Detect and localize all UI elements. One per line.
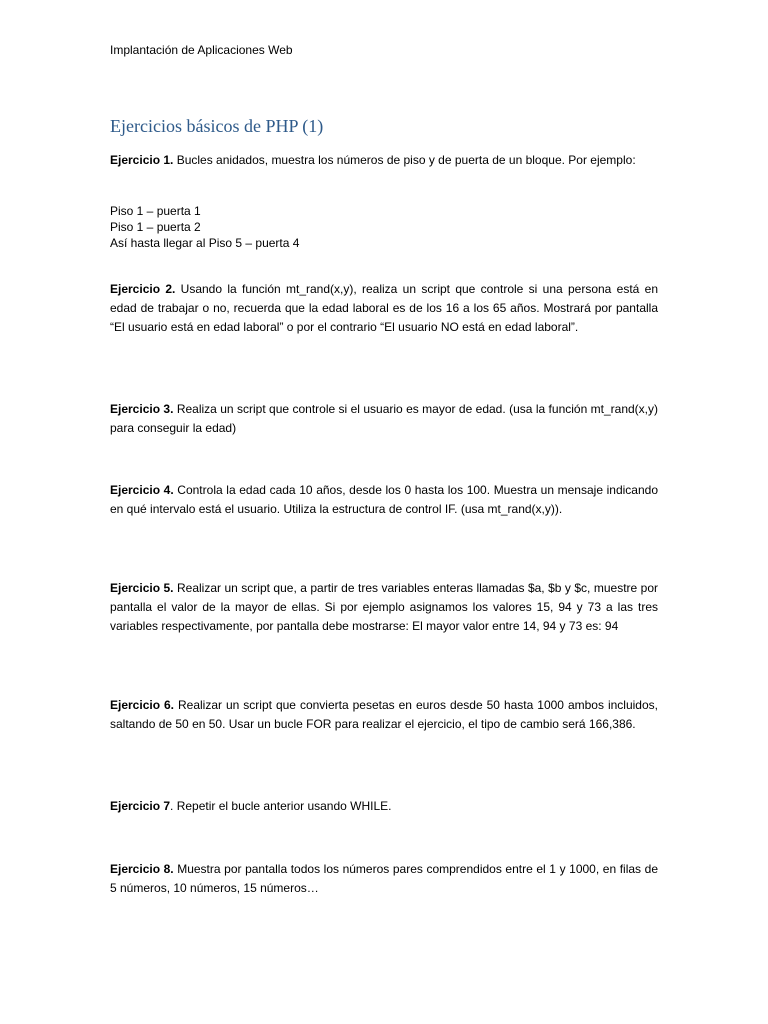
exercise-6-label: Ejercicio 6. [110,698,175,712]
example-line-2: Piso 1 – puerta 2 [110,220,201,234]
example-lines [110,203,658,251]
exercise-3-text: Realiza un script que controle si el usuario es mayor de edad. (usa la función mt_rand(x,y) para conseguir la edad) [110,402,658,435]
exercise-3 [110,400,658,438]
example-line-1: Piso 1 – puerta 1 [110,204,201,218]
exercise-5-text: Realizar un script que, a partir de tres variables enteras llamadas $a, $b y $c, muestre por pantalla el valor de la mayor de ellas. Si por ejemplo asignamos los valores 15, 94 y 73 a las tres variables respectivamente, por pantalla debe mostrarse: El mayor valor entre 14, 94 y 73 es: 94 [110,581,659,633]
exercise-3-label: Ejercicio 3. [110,402,174,416]
exercise-2 [110,280,658,337]
document-title: Ejercicios básicos de PHP (1) [110,116,324,136]
exercise-2-text: Usando la función mt_rand(x,y), realiza un script que controle si una persona está en edad de trabajar o no, recuerda que la edad laboral es de los 16 a los 65 años. Mostrará por pantalla “El usuario está en edad laboral” o por el contrario “El usuario NO está en edad laboral”. [110,282,658,334]
exercise-7-label: Ejercicio 7 [110,799,171,813]
exercise-5 [110,579,658,636]
exercise-1-text: Bucles anidados, muestra los números de piso y de puerta de un bloque. Por ejemplo: [173,153,636,167]
exercise-4 [110,481,658,519]
exercise-1 [110,151,658,170]
exercise-8 [110,860,658,898]
exercise-1-label: Ejercicio 1. [110,153,174,167]
exercise-7 [110,797,658,816]
exercise-7-text: . Repetir el bucle anterior usando WHILE. [170,799,392,813]
exercise-6-text: Realizar un script que convierta pesetas en euros desde 50 hasta 1000 ambos incluidos, saltando de 50 en 50. Usar un bucle FOR para realizar el ejercicio, el tipo de cambio será 166,386. [110,698,658,731]
exercise-2-label: Ejercicio 2. [110,282,176,296]
exercise-4-label: Ejercicio 4. [110,483,174,497]
exercise-6 [110,696,658,734]
exercise-8-label: Ejercicio 8. [110,862,174,876]
exercise-5-label: Ejercicio 5. [110,581,174,595]
page-header: Implantación de Aplicaciones Web [110,43,293,57]
exercise-4-text: Controla la edad cada 10 años, desde los 0 hasta los 100. Muestra un mensaje indicando en qué intervalo está el usuario. Utiliza la estructura de control IF. (usa mt_rand(x,y)). [110,483,658,516]
exercise-8-text: Muestra por pantalla todos los números pares comprendidos entre el 1 y 1000, en filas de 5 números, 10 números, 15 números… [110,862,658,895]
example-line-3: Así hasta llegar al Piso 5 – puerta 4 [110,236,300,250]
